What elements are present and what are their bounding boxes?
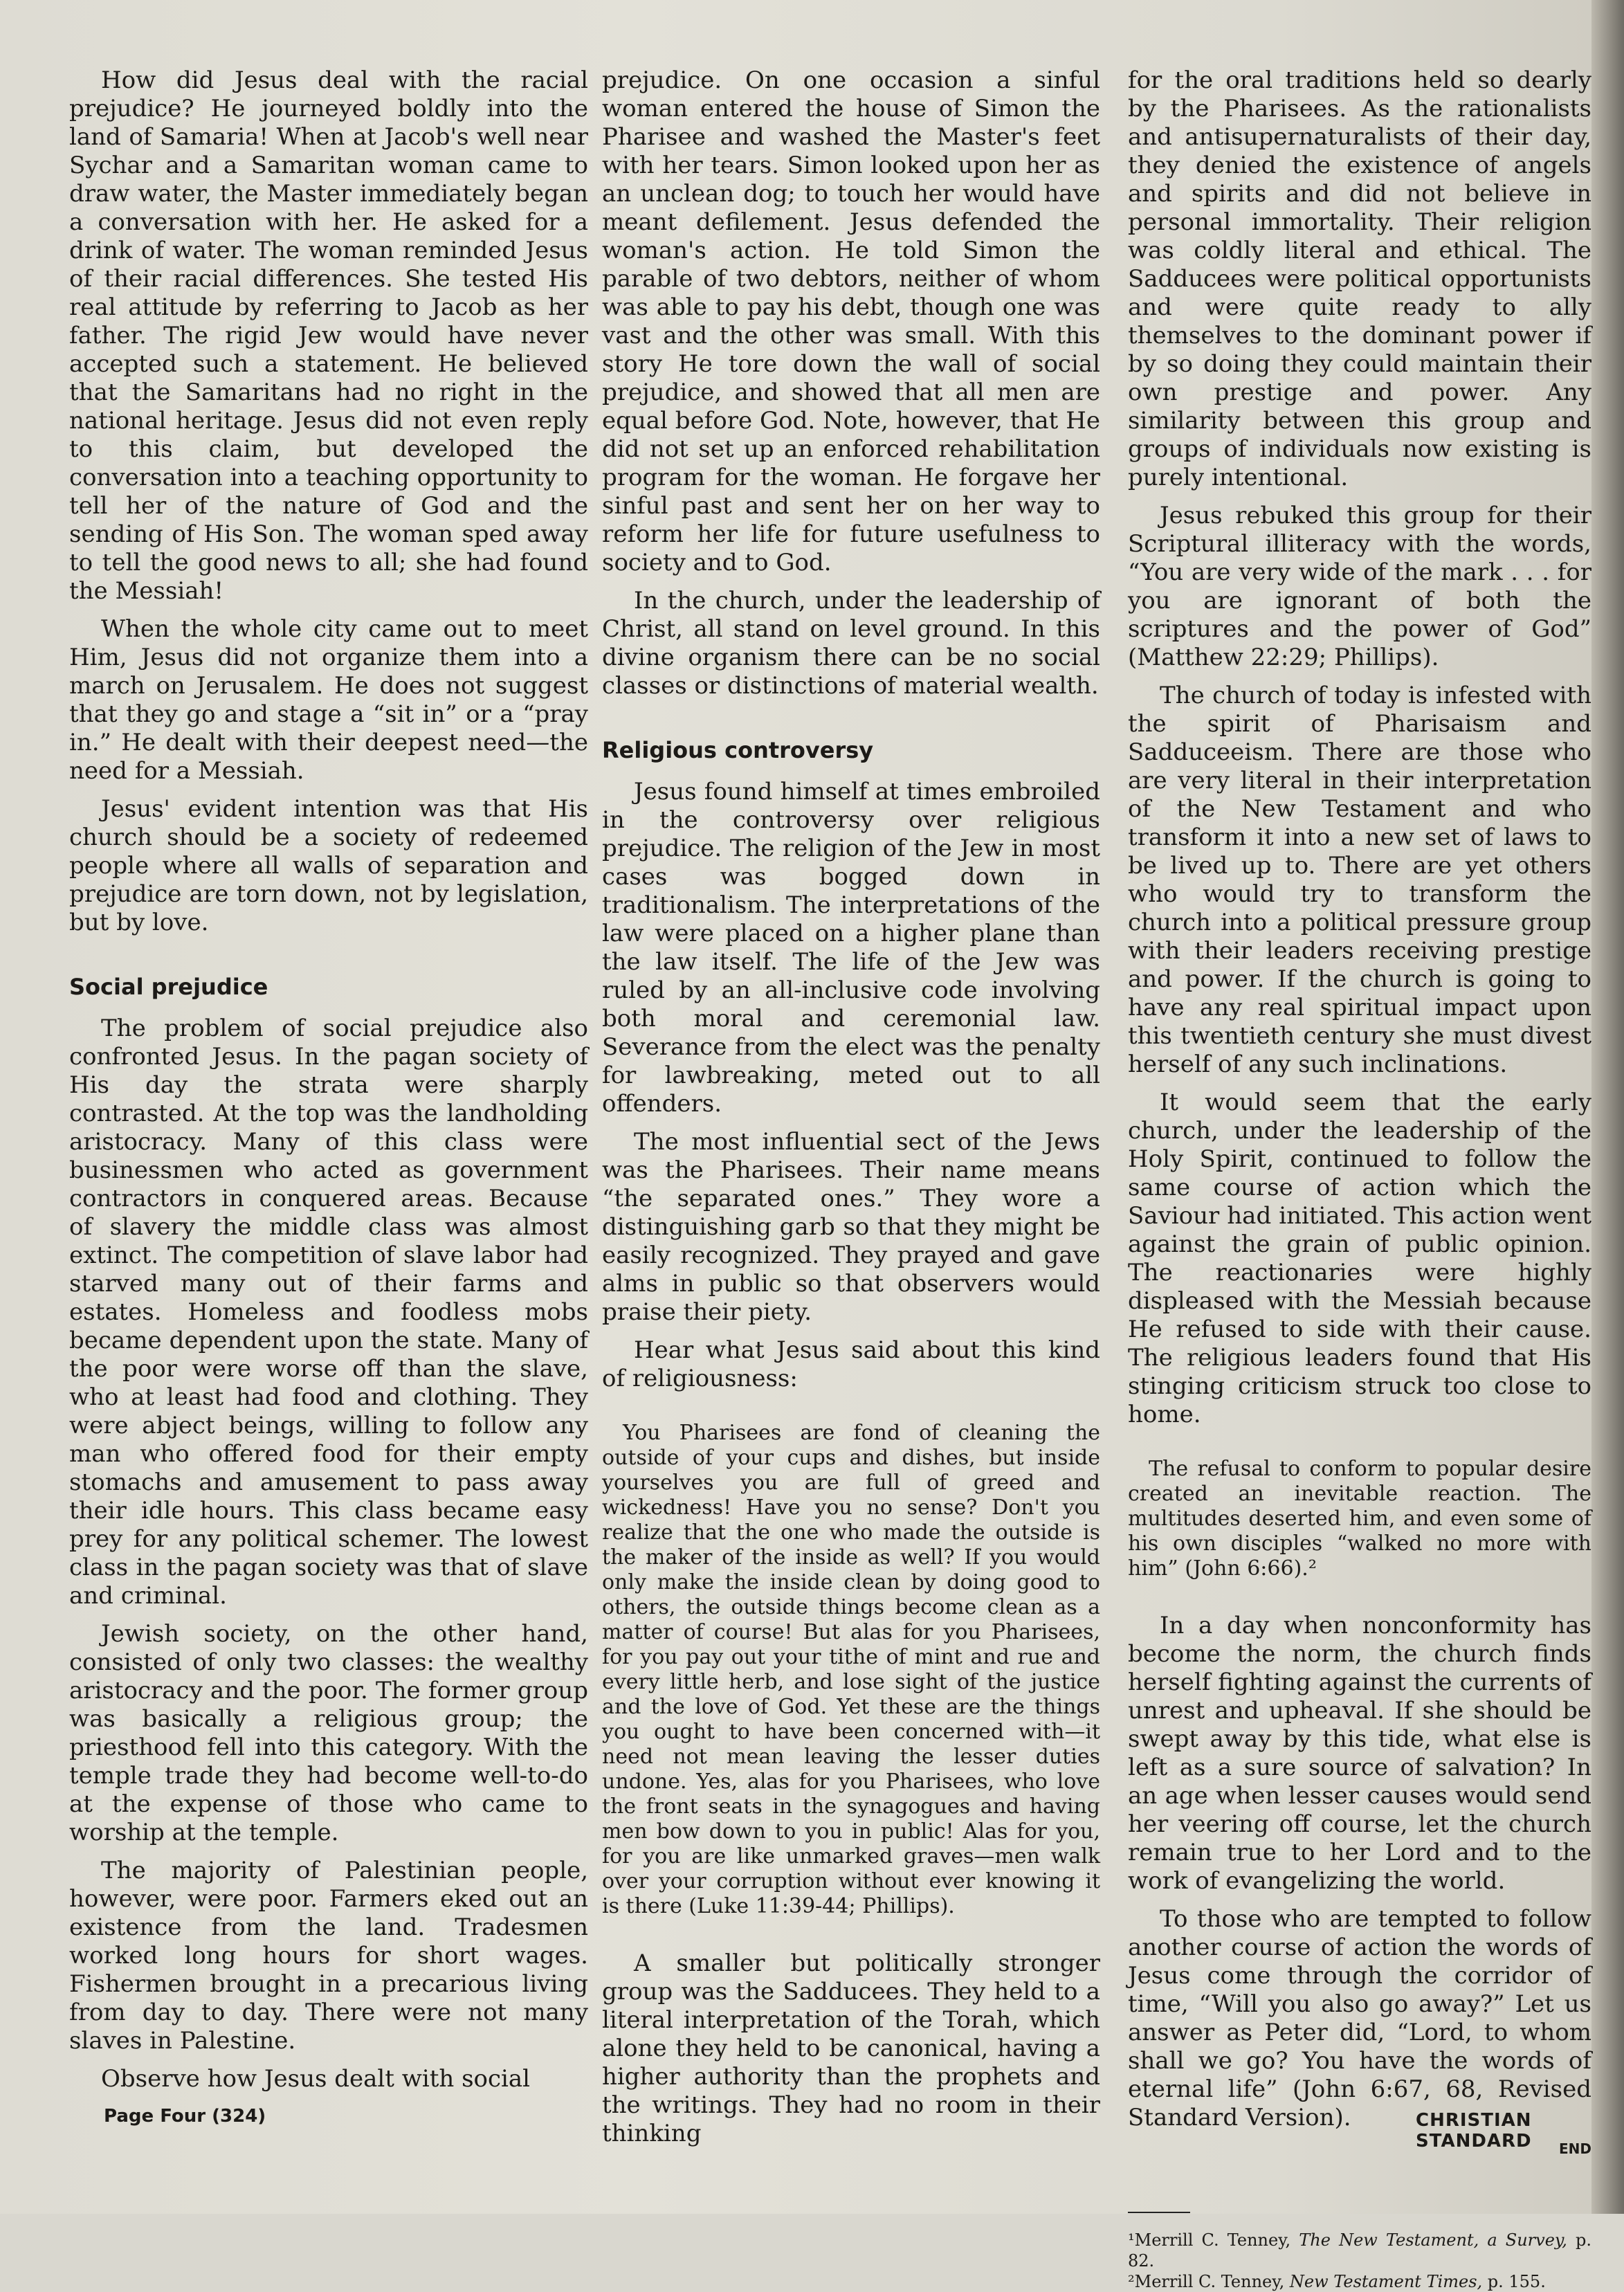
paragraph: It would seem that the early church, under the leadership of the Holy Spirit, continued to follow the same course of action which the Saviour had initiated. This action went against the grain of public opinion. The reactionaries were highly displeased with the Messiah because He refused to side with their cause. The religious leaders found that His stinging criticism struck too close to home. bbox=[1128, 1089, 1591, 1428]
paragraph: The most influential sect of the Jews was the Pharisees. Their name means “the separated ones.” They wore a distinguishing garb so that they might be easily recognized. They prayed and gave alms in public so that observers would praise their piety. bbox=[602, 1128, 1100, 1326]
paragraph: When the whole city came out to meet Him, Jesus did not organize them into a march on Jerusalem. He does not suggest that they go and stage a “sit in” or a “pray in.” He dealt with their deepest need—the need for a Messiah. bbox=[69, 615, 588, 785]
paragraph: prejudice. On one occasion a sinful woman entered the house of Simon the Pharisee and washed the Master's feet with her tears. Simon looked upon her as an unclean dog; to touch her would have meant defilement. Jesus defended the woman's action. He told Simon the parable of two debtors, neither of whom was able to pay his debt, though one was vast and the other was small. With this story He tore down the wall of social prejudice, and showed that all men are equal before God. Note, however, that He did not set up an enforced rehabilitation program for the woman. He forgave her sinful past and sent her on her way to reform her life for future usefulness to society and to God. bbox=[602, 66, 1100, 576]
paragraph: In a day when nonconformity has become the norm, the church finds herself fighting against the currents of unrest and upheaval. If she should be swept away by this tide, what else is left as a sure source of salvation? In an age when lesser causes would send her veering off course, let the church remain true to her Lord and to the work of evangelizing the world. bbox=[1128, 1612, 1591, 1895]
section-heading: Social prejudice bbox=[69, 974, 268, 1000]
end-mark: END bbox=[1558, 2140, 1591, 2157]
paragraph: In the church, under the leadership of Christ, all stand on level ground. In this divine organism there can be no social classes or distinctions of material wealth. bbox=[602, 587, 1100, 700]
paragraph: Jesus rebuked this group for their Scriptural illiteracy with the words, “You are very wide of the mark . . . for you are ignorant of both the scriptures and the power of God” (Matthew 22:29; Phillips). bbox=[1128, 502, 1591, 671]
paragraph: A smaller but politically stronger group was the Sadducees. They held to a literal interpretation of the Torah, which alone they held to be canonical, having a higher authority than the prophets and the writings. They had no room in their thinking bbox=[602, 1949, 1100, 2147]
section-heading: Religious controversy bbox=[602, 737, 874, 763]
column-3 bbox=[1128, 66, 1591, 2292]
page-number: Page Four (324) bbox=[104, 2106, 266, 2127]
paragraph: Hear what Jesus said about this kind of religiousness: bbox=[602, 1336, 1100, 1392]
paragraph: How did Jesus deal with the racial prejudice? He journeyed boldly into the land of Samaria! When at Jacob's well near Sychar and a Samaritan woman came to draw water, the Master immediately began a conversation with her. He asked for a drink of water. The woman reminded Jesus of their racial differences. She tested His real attitude by referring to Jacob as her father. The rigid Jew would have never accepted such a statement. He believed that the Samaritans had no right in the national heritage. Jesus did not even reply to this claim, but developed the conversation into a teaching opportunity to tell her of the nature of God and the sending of His Son. The woman sped away to tell the good news to all; she had found the Messiah! bbox=[69, 66, 588, 605]
column-2 bbox=[602, 66, 1100, 2148]
paragraph: The problem of social prejudice also confronted Jesus. In the pagan society of His day the strata were sharply contrasted. At the top was the landholding aristocracy. Many of this class were businessmen who acted as government contractors in conquered areas. Because of slavery the middle class was almost extinct. The competition of slave labor had starved many out of their farms and estates. Homeless and foodless mobs became dependent upon the state. Many of the poor were worse off than the slave, who at least had food and clothing. They were abject beings, willing to follow any man who offered food for their empty stomachs and amusement to pass away their idle hours. This class became easy prey for any political schemer. The lowest class in the pagan society was that of slave and criminal. bbox=[69, 1015, 588, 1610]
paragraph: for the oral traditions held so dearly by the Pharisees. As the rationalists and antisupernaturalists of their day, they denied the existence of angels and spirits and did not believe in personal immortality. Their religion was coldly literal and ethical. The Sadducees were political opportunists and were quite ready to ally themselves to the dominant power if by so doing they could maintain their own prestige and power. Any similarity between this group and groups of individuals now existing is purely intentional. bbox=[1128, 66, 1591, 491]
footnote: ²Merrill C. Tenney, New Testament Times, p. 155. bbox=[1128, 2272, 1546, 2291]
paragraph: Jewish society, on the other hand, consisted of only two classes: the wealthy aristocracy and the poor. The former group was basically a religious group; the priesthood fell into this category. With the temple trade they had become well-to-do at the expense of those who came to worship at the temple. bbox=[69, 1620, 588, 1846]
footnote: ¹Merrill C. Tenney, The New Testament, a Survey, p. 82. bbox=[1128, 2230, 1591, 2271]
paragraph: Observe how Jesus dealt with social bbox=[101, 2065, 531, 2093]
footnote-rule bbox=[1128, 2212, 1190, 2213]
paragraph: To those who are tempted to follow another course of action the words of Jesus come through the corridor of time, “Will you also go away?” Let us answer as Peter did, “Lord, to whom shall we go? You have the words of eternal life” (John 6:67, 68, Revised Standard Version). bbox=[1128, 1905, 1591, 2131]
paragraph: Jesus found himself at times embroiled in the controversy over religious prejudice. The religion of the Jew in most cases was bogged down in traditionalism. The interpretations of the law were placed on a higher plane than the law itself. The life of the Jew was ruled by an all-inclusive code involving both moral and ceremonial law. Severance from the elect was the penalty for lawbreaking, meted out to all offenders. bbox=[602, 778, 1100, 1118]
block-quote: The refusal to conform to popular desire created an inevitable reaction. The multitudes deserted him, and even some of his own disciples “walked no more with him” (John 6:66).² bbox=[1128, 1457, 1591, 1581]
page-edge bbox=[1591, 0, 1624, 2214]
block-quote: You Pharisees are fond of cleaning the outside of your cups and dishes, but inside yourselves you are full of greed and wickedness! Have you no sense? Don't you realize that the one who made the outside is the maker of the inside as well? If you would only make the inside clean by doing good to others, the outside things become clean as a matter of course! But alas for you Pharisees, for you pay out your tithe of mint and rue and every little herb, and lose sight of the justice and the love of God. Yet these are the things you ought to have been concerned with—it need not mean leaving the lesser duties undone. Yes, alas for you Pharisees, who love the front seats in the synagogues and having men bow down to you in public! Alas for you, for you are like unmarked graves—men walk over your corruption without ever knowing it is there (Luke 11:39-44; Phillips). bbox=[602, 1421, 1100, 1918]
column-1 bbox=[69, 66, 588, 2093]
paragraph: Jesus' evident intention was that His church should be a society of redeemed people where all walls of separation and prejudice are torn down, not by legislation, but by love. bbox=[69, 795, 588, 936]
publication-name: CHRISTIAN STANDARD bbox=[1416, 2110, 1532, 2152]
paragraph: The majority of Palestinian people, however, were poor. Farmers eked out an existence from the land. Tradesmen worked long hours for short wages. Fishermen brought in a precarious living from day to day. There were not many slaves in Palestine. bbox=[69, 1857, 588, 2055]
paragraph: The church of today is infested with the spirit of Pharisaism and Sadduceeism. There are those who are very literal in their interpretation of the New Testament and who transform it into a new set of laws to be lived up to. There are yet others who would try to transform the church into a political pressure group with their leaders receiving prestige and power. If the church is going to have any real spiritual impact upon this twentieth century she must divest herself of any such inclinations. bbox=[1128, 682, 1591, 1078]
